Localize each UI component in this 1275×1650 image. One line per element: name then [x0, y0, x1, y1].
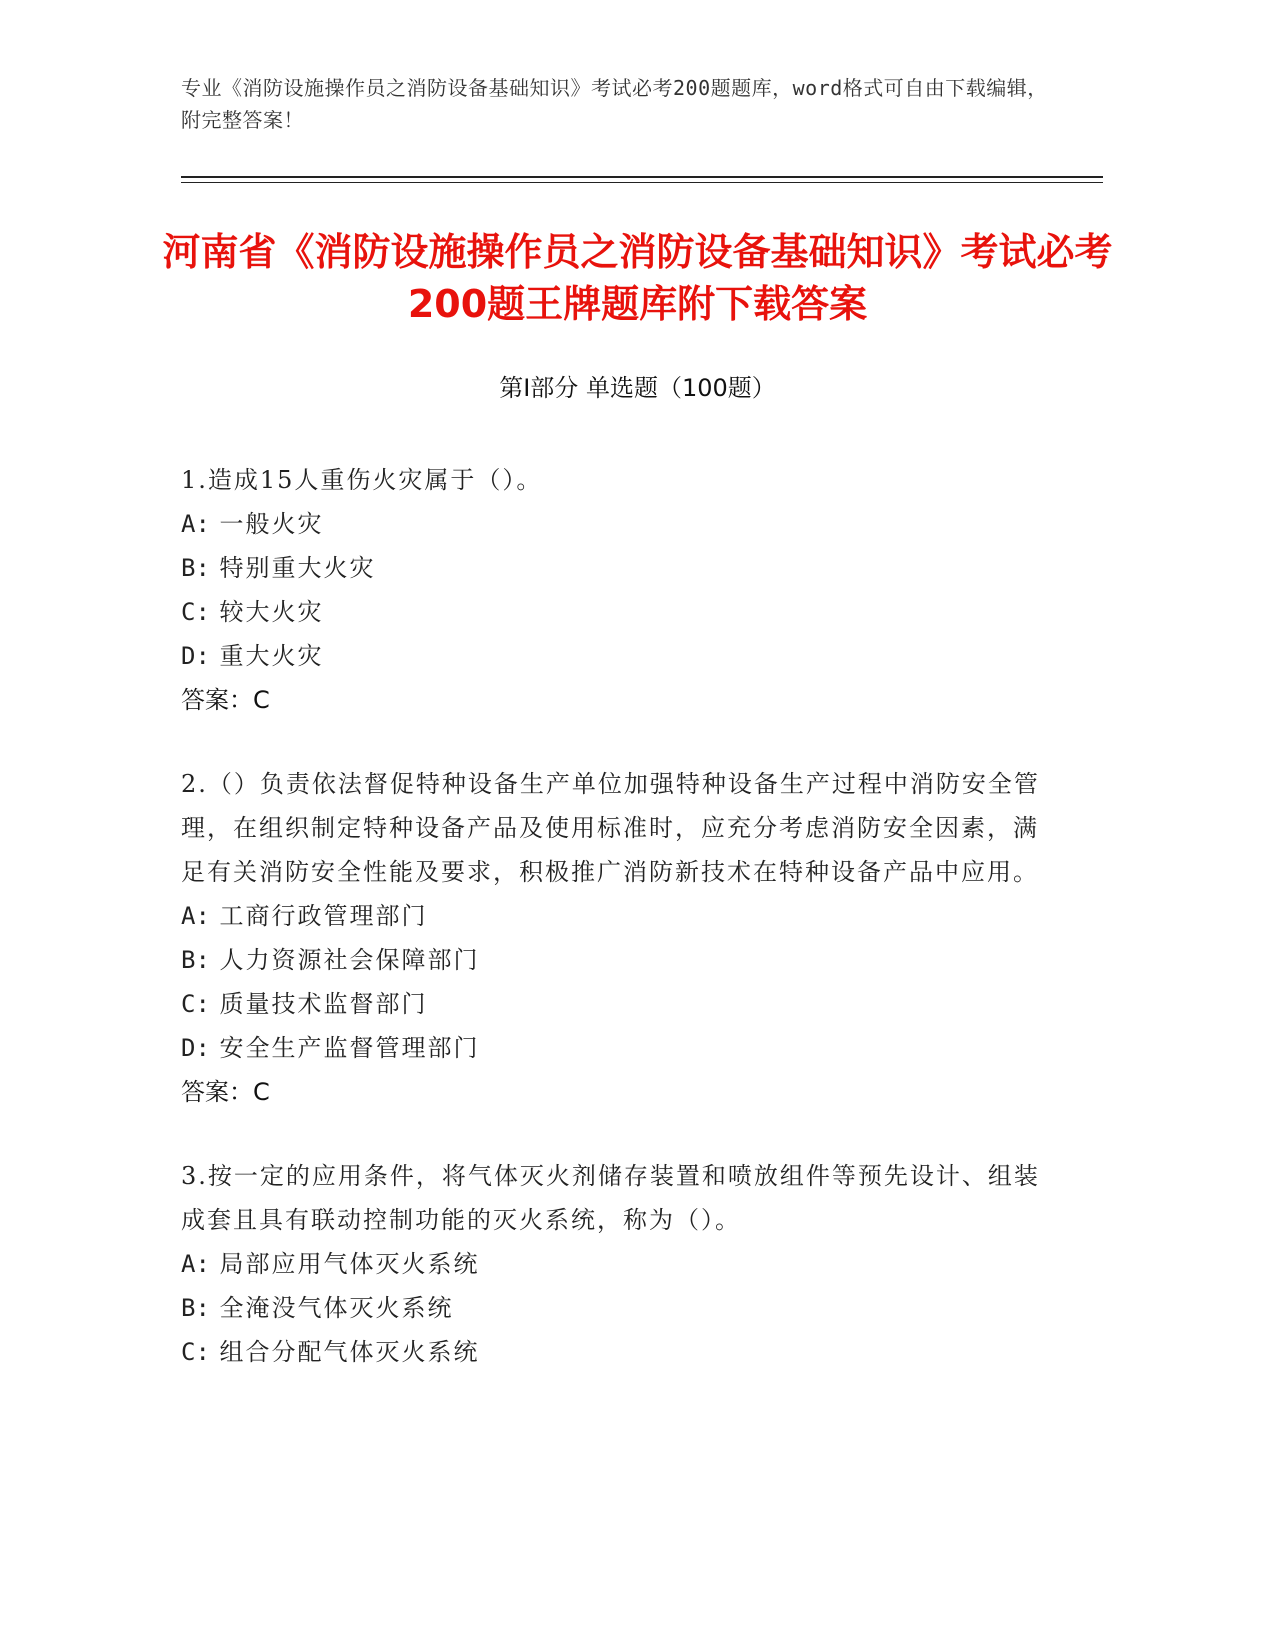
- question-list: [181, 458, 1041, 1414]
- option-text: 质量技术监督部门: [219, 990, 428, 1018]
- option-text: 一般火灾: [219, 510, 324, 538]
- option-letter: B:: [181, 554, 210, 582]
- option-letter: C:: [181, 990, 210, 1018]
- option-d: [181, 634, 1041, 678]
- option-letter: A:: [181, 902, 210, 930]
- option-a: [181, 1242, 1041, 1286]
- option-text: 全淹没气体灭火系统: [219, 1294, 454, 1322]
- question-stem: 3.按一定的应用条件，将气体灭火剂储存装置和喷放组件等预先设计、组装成套且具有联动控制功能的灭火系统，称为（）。: [181, 1162, 1040, 1234]
- header-divider-thick: [181, 176, 1103, 178]
- option-b: [181, 1286, 1041, 1330]
- option-letter: C:: [181, 598, 210, 626]
- option-b: [181, 938, 1041, 982]
- question-stem: 1.造成15人重伤火灾属于（）。: [181, 466, 543, 494]
- question-3: [181, 1154, 1041, 1374]
- question-stem: 2.（）负责依法督促特种设备生产单位加强特种设备生产过程中消防安全管理，在组织制定特种设备产品及使用标准时，应充分考虑消防安全因素，满足有关消防安全性能及要求，积极推广消防新技术在特种设备产品中应用。: [181, 770, 1040, 886]
- option-c: [181, 1330, 1041, 1374]
- option-letter: B:: [181, 946, 210, 974]
- option-c: [181, 590, 1041, 634]
- option-letter: D:: [181, 642, 210, 670]
- option-text: 局部应用气体灭火系统: [219, 1250, 480, 1278]
- question-1: [181, 458, 1041, 722]
- answer-line: 答案：C: [181, 686, 270, 714]
- answer-line: 答案：C: [181, 1078, 270, 1106]
- option-text: 工商行政管理部门: [219, 902, 428, 930]
- option-text: 组合分配气体灭火系统: [219, 1338, 480, 1366]
- option-letter: A:: [181, 1250, 210, 1278]
- question-2: [181, 762, 1041, 1114]
- header-note: 专业《消防设施操作员之消防设备基础知识》考试必考200题题库，word格式可自由下载编辑，附完整答案！: [181, 76, 1048, 132]
- option-letter: C:: [181, 1338, 210, 1366]
- option-b: [181, 546, 1041, 590]
- option-letter: A:: [181, 510, 210, 538]
- option-text: 较大火灾: [219, 598, 324, 626]
- option-c: [181, 982, 1041, 1026]
- header-divider-thin: [181, 182, 1103, 183]
- section-heading: 第Ⅰ部分 单选题（100题）: [499, 374, 776, 402]
- option-a: [181, 502, 1041, 546]
- option-letter: B:: [181, 1294, 210, 1322]
- option-d: [181, 1026, 1041, 1070]
- option-text: 安全生产监督管理部门: [219, 1034, 480, 1062]
- option-text: 特别重大火灾: [219, 554, 376, 582]
- option-text: 人力资源社会保障部门: [219, 946, 480, 974]
- option-a: [181, 894, 1041, 938]
- option-letter: D:: [181, 1034, 210, 1062]
- option-text: 重大火灾: [219, 642, 324, 670]
- document-title: 河南省《消防设施操作员之消防设备基础知识》考试必考200题王牌题库附下载答案: [162, 230, 1113, 326]
